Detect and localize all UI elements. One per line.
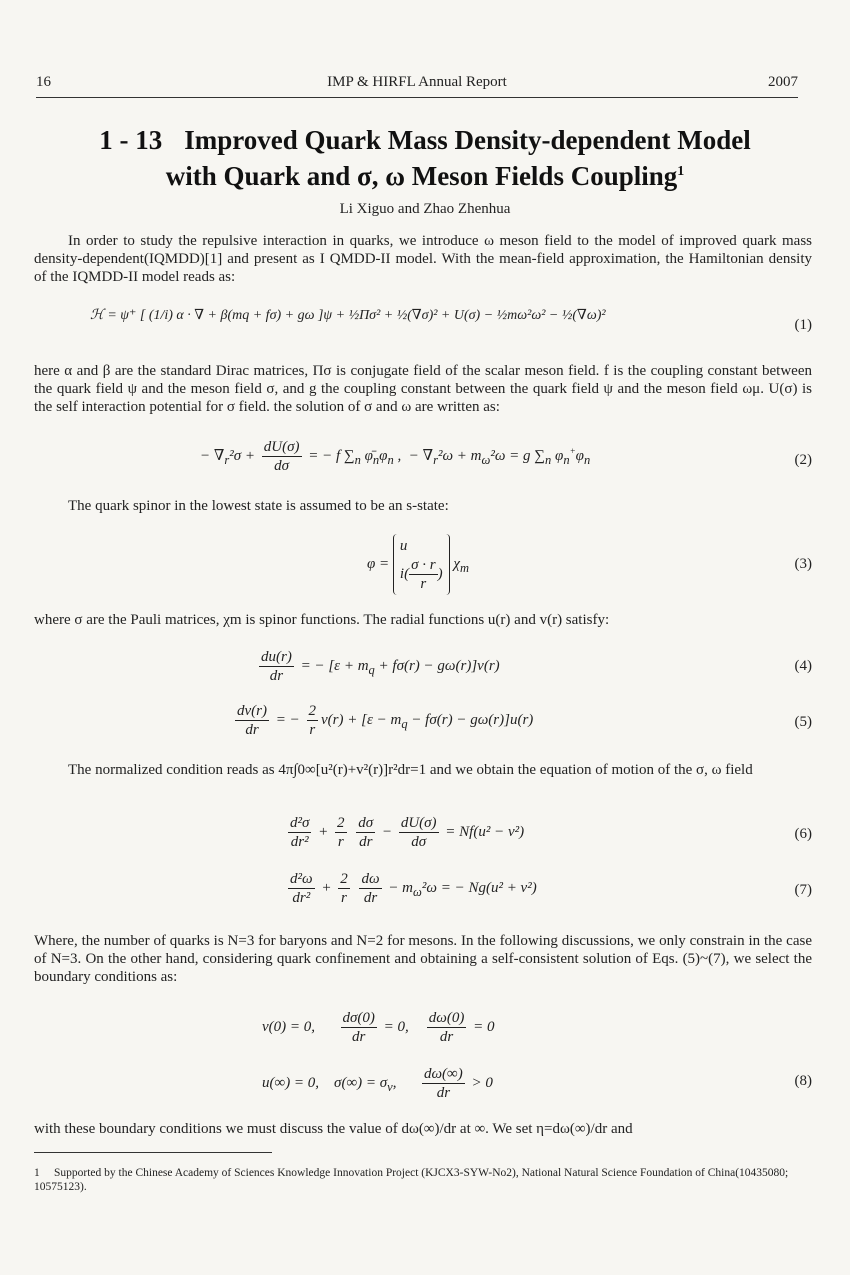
title-footnote-mark: 1 [677, 164, 685, 179]
equation-number-5: (5) [794, 714, 812, 730]
paragraph-pauli: where σ are the Pauli matrices, χm is spinor functions. The radial functions u(r) and v(r) satisfy: [34, 612, 610, 628]
equation-number-8: (8) [794, 1073, 812, 1089]
footnote-number: 1 [34, 1167, 40, 1179]
section-number: 1 - 13 [99, 125, 163, 155]
equation-5: $\frac{dv(r)}{dr}$ = − $\frac{2}{r}$ $v(r) + [\varepsilon - m_q - f\sigma(r) - g\omega(r)]u(r)$ [237, 703, 534, 738]
paragraph-spinor: The quark spinor in the lowest state is assumed to be an s-state: [68, 498, 449, 514]
paragraph-dirac: here α and β are the standard Dirac matrices, Πσ is conjugate field of the scalar meson field. f is the coupling constant between the quark field ψ and the meson field σ, and g the coupling constant between the quark field ψ and the meson field ωμ. U(σ) is the self interaction potential for σ field. the solution of σ and ω are written as: [34, 363, 812, 415]
equation-4: $\frac{du(r)}{dr}$ = − $[\varepsilon + m_q + f\sigma(r) - g\omega(r)]v(r)$ [261, 649, 500, 684]
paragraph-boundary: Where, the number of quarks is N=3 for baryons and N=2 for mesons. In the following discussions, we only constrain in the case of N=3. On the other hand, considering quark confinement and obtaining a self-consistent solution of Eqs. (5)~(7), we select the boundary conditions as: [34, 933, 812, 985]
page-number: 16 [36, 74, 51, 90]
title-line-2 [36, 156, 814, 192]
running-header [36, 74, 798, 96]
equation-number-7: (7) [794, 882, 812, 898]
title-text-1: Improved Quark Mass Density-dependent Model [184, 125, 751, 155]
equation-6: $\frac{\text{d²σ}}{\text{dr²}}$ + $\frac{2}{r}$ $\frac{d\sigma}{dr}$ − $\frac{dU(\sigma)}{d\sigma}$ = Nf(u² − v²) [290, 815, 525, 850]
footnote [34, 1166, 814, 1194]
header-rule [36, 97, 798, 98]
footnote-text: Supported by the Chinese Academy of Sciences Knowledge Innovation Project (KJCX3-SYW-No2), National Natural Science Foundation of China(10435080; 10575123). [34, 1167, 789, 1193]
equation-3: φ = u i( $\frac{\sigma \cdot r}{r}$ ) $\chi_m$ [367, 534, 469, 595]
equation-number-2: (2) [794, 452, 812, 468]
paragraph-normalization: The normalized condition reads as 4π∫0∞[u²(r)+v²(r)]r²dr=1 and we obtain the equation of motion of the σ, ω field [68, 762, 753, 778]
paragraph-intro: In order to study the repulsive interaction in quarks, we introduce ω meson field to the model of improved quark mass density-dependent(IQMDD)[1] and present as I QMDD-II model. With the mean-field approximation, the Hamiltonian density of the IQMDD-II model reads as: [34, 233, 812, 285]
equation-1: ℋ = ψ⁺ [ (1/i) α · ∇ + β(mq + fσ) + gω ]ψ + ½Πσ² + ½(∇σ)² + U(σ) − ½mω²ω² − ½(∇ω)² [90, 308, 606, 323]
title-line-1 [36, 124, 814, 156]
equation-7: $\frac{\text{d²ω}}{\text{dr²}}$ + $\frac{2}{r}$ $\frac{d\omega}{dr}$ − $m_\omega^2\omega$ = − Ng(u² + v²) [290, 871, 537, 906]
equation-2: − $\nabla_r^2\sigma$ + $\frac{dU(\sigma)}{d\sigma}$ = − f $\sum_n$ $\varphī_n\varphi_n$ , − $\nabla_r^2\omega + m_\omega^2\omega = g$ $\sum_n$ $\varphi_n^+\varphi_n$ [200, 439, 591, 474]
header-year: 2007 [768, 74, 798, 90]
paragraph-eta: with these boundary conditions we must discuss the value of dω(∞)/dr at ∞. We set η=dω(∞)/dr and [34, 1121, 633, 1137]
article-title [36, 124, 814, 192]
journal-name: IMP & HIRFL Annual Report [327, 74, 507, 90]
footnote-rule [34, 1152, 272, 1153]
equation-number-1: (1) [794, 317, 812, 333]
equation-number-4: (4) [794, 658, 812, 674]
equation-8-line-1: v(0) = 0, $\frac{d\sigma(0)}{dr}$ = 0, $\frac{d\omega(0)}{dr}$ = 0 [262, 1010, 495, 1045]
authors: Li Xiguo and Zhao Zhenhua [339, 201, 511, 217]
equation-8-line-2: u(∞) = 0, $\sigma(\infty) = \sigma_v$, $\frac{d\omega(\infty)}{dr}$ > 0 [262, 1066, 493, 1101]
equation-number-6: (6) [794, 826, 812, 842]
equation-number-3: (3) [794, 556, 812, 572]
title-text-2: with Quark and σ, ω Meson Fields Coupling [165, 161, 678, 191]
